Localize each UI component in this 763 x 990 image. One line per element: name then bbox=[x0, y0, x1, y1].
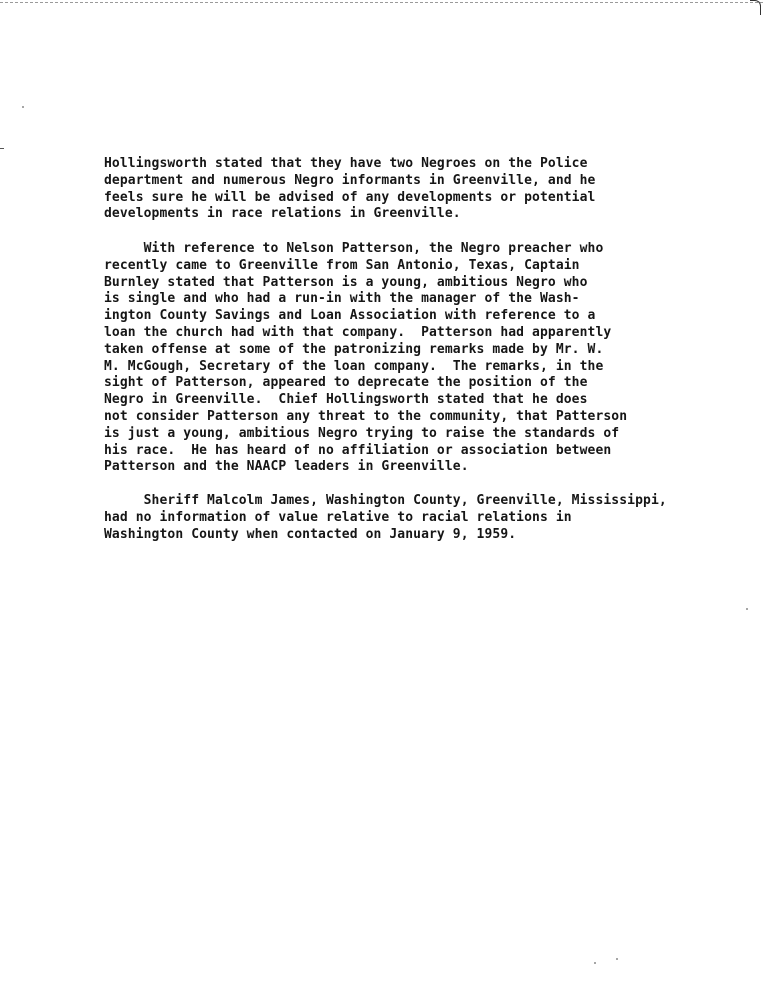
paragraph-hollingsworth-informants bbox=[104, 156, 754, 223]
scan-speck bbox=[594, 962, 596, 964]
text-line: Hollingsworth stated that they have two Negroes on the Police bbox=[104, 156, 588, 171]
text-line: M. McGough, Secretary of the loan company. The remarks, in the bbox=[104, 358, 604, 374]
text-line: department and numerous Negro informants in Greenville, and he bbox=[104, 172, 596, 188]
text-line: Burnley stated that Patterson is a young, ambitious Negro who bbox=[104, 274, 588, 290]
text-line: With reference to Nelson Patterson, the Negro preacher who bbox=[104, 241, 604, 256]
text-line: is single and who had a run-in with the manager of the Wash- bbox=[104, 291, 580, 307]
text-line: Patterson and the NAACP leaders in Greenville. bbox=[104, 459, 469, 475]
corner-fold-mark bbox=[750, 0, 761, 15]
text-line: Negro in Greenville. Chief Hollingsworth stated that he does bbox=[104, 392, 588, 408]
text-line: ington County Savings and Loan Association with reference to a bbox=[104, 308, 596, 324]
top-border-rule bbox=[0, 2, 763, 3]
scan-speck bbox=[22, 106, 24, 108]
text-line: had no information of value relative to racial relations in bbox=[104, 509, 572, 525]
text-line: not consider Patterson any threat to the community, that Patterson bbox=[104, 408, 628, 424]
scan-speck bbox=[746, 608, 748, 610]
text-line: Sheriff Malcolm James, Washington County, Greenville, Mississippi, bbox=[104, 493, 667, 508]
text-line: recently came to Greenville from San Antonio, Texas, Captain bbox=[104, 257, 580, 273]
margin-tick-mark bbox=[0, 148, 4, 149]
text-line: feels sure he will be advised of any developments or potential bbox=[104, 189, 596, 205]
scan-speck bbox=[616, 958, 618, 960]
text-line: taken offense at some of the patronizing remarks made by Mr. W. bbox=[104, 341, 604, 357]
text-line: his race. He has heard of no affiliation or association between bbox=[104, 442, 612, 458]
paragraph-nelson-patterson bbox=[104, 241, 754, 476]
paragraph-sheriff-james bbox=[104, 493, 754, 543]
text-line: developments in race relations in Greenville. bbox=[104, 206, 461, 222]
text-line: Washington County when contacted on January 9, 1959. bbox=[104, 526, 517, 542]
text-line: is just a young, ambitious Negro trying to raise the standards of bbox=[104, 425, 620, 441]
text-line: loan the church had with that company. Patterson had apparently bbox=[104, 324, 612, 340]
text-line: sight of Patterson, appeared to deprecate the position of the bbox=[104, 375, 588, 391]
